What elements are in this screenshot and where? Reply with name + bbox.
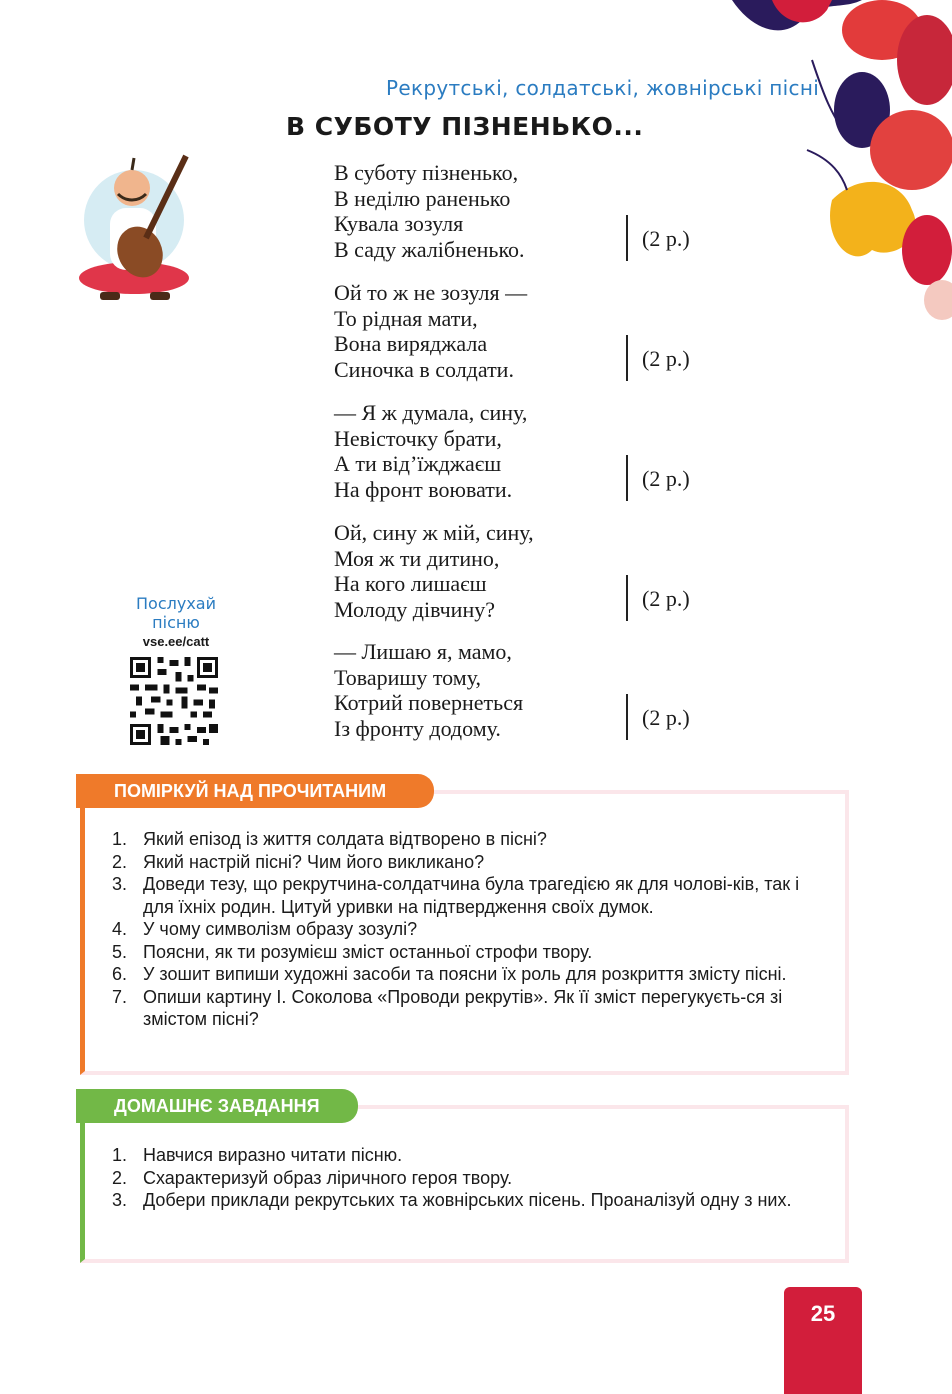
item-number: 7. (112, 986, 128, 1007)
item-text: Доведи тезу, що рекрутчина-солдатчина була трагедією як для чолові-ків, так і для їхніх родин. Цитуй уривки на підтвердження своїх думок. (143, 874, 800, 917)
listen-label: Послухай (136, 594, 216, 613)
list-item (112, 828, 812, 851)
repeat-mark: (2 р.) (626, 694, 690, 740)
stanza-line: На кого лишаєш (334, 571, 487, 596)
stanza-line: Невісточку брати, (334, 425, 502, 451)
stanza-line: Молоду дівчину? (334, 596, 495, 622)
page-number: 25 (784, 1287, 862, 1394)
stanza-line: — Лишаю я, мамо, (334, 639, 512, 664)
stanza-line: Товаришу тому, (334, 664, 481, 690)
repeat-mark: (2 р.) (626, 215, 690, 261)
stanza-line: А ти від’їжджаєш (334, 451, 502, 476)
item-text: Який епізод із життя солдата відтворено в пісні? (143, 829, 547, 849)
item-number: 1. (112, 829, 128, 849)
list-item (112, 1144, 812, 1167)
repeat-mark: (2 р.) (626, 575, 690, 621)
stanza-line: В суботу пізненько, (334, 160, 519, 185)
item-text: Опиши картину І. Соколова «Проводи рекрутів». Як її зміст перегукуєть-ся зі змістом пісні? (143, 986, 783, 1029)
list-item (112, 963, 812, 986)
reflect-list (112, 828, 812, 1031)
item-number: 2. (112, 851, 128, 872)
list-item (112, 851, 812, 874)
listen-url[interactable]: vse.ee/catt (142, 634, 210, 649)
stanza-line: То рідная мати, (334, 305, 478, 331)
stanza-line: Синочка в солдати. (334, 356, 514, 382)
stanza-line: Моя ж ти дитино, (334, 545, 500, 571)
listen-block (126, 594, 226, 649)
repeat-mark: (2 р.) (626, 455, 690, 501)
repeat-mark: (2 р.) (626, 335, 690, 381)
item-number: 2. (112, 1167, 128, 1188)
item-number: 3. (112, 1190, 128, 1210)
song-title: В СУБОТУ ПІЗНЕНЬКО... (286, 112, 644, 141)
item-number: 3. (112, 874, 128, 894)
floral-decoration (712, 0, 952, 320)
section-title: Рекрутські, солдатські, жовнірські пісні (386, 76, 820, 100)
item-text: Добери приклади рекрутських та жовнірських пісень. Проаналізуй одну з них. (143, 1190, 792, 1210)
item-text: Схарактеризуй образ ліричного героя твору. (143, 1167, 513, 1188)
listen-label-2: пісню (152, 613, 200, 632)
item-number: 1. (112, 1145, 128, 1165)
bandura-player-illustration (76, 150, 194, 302)
stanza-line: В саду жалібненько. (334, 236, 525, 262)
list-item (112, 1167, 812, 1190)
stanza-line: Ой то ж не зозуля — (334, 280, 528, 305)
stanza-line: В неділю раненько (334, 185, 511, 211)
list-item (112, 986, 812, 1031)
stanza-line: На фронт воювати. (334, 476, 513, 502)
item-text: Поясни, як ти розумієш зміст останньої строфи твору. (143, 941, 593, 962)
stanza-line: Із фронту додому. (334, 715, 501, 741)
item-text: У зошит випиши художні засоби та поясни їх роль для розкриття змісту пісні. (143, 964, 787, 984)
homework-list (112, 1144, 812, 1212)
item-text: Навчися виразно читати пісню. (143, 1145, 403, 1165)
qr-code-icon[interactable] (130, 657, 218, 745)
item-text: У чому символізм образу зозулі? (143, 919, 418, 939)
item-number: 5. (112, 941, 128, 962)
list-item (112, 1189, 812, 1212)
list-item (112, 941, 812, 964)
reflect-heading: ПОМІРКУЙ НАД ПРОЧИТАНИМ (76, 774, 434, 808)
homework-heading: ДОМАШНЄ ЗАВДАННЯ (76, 1089, 358, 1123)
stanza-line: Котрий повернеться (334, 690, 524, 715)
item-text: Який настрій пісні? Чим його викликано? (143, 851, 485, 872)
item-number: 6. (112, 964, 128, 984)
list-item (112, 873, 812, 918)
stanza-line: Ой, сину ж мій, сину, (334, 520, 534, 545)
item-number: 4. (112, 919, 128, 939)
list-item (112, 918, 812, 941)
stanza-line: Вона виряджала (334, 331, 488, 356)
stanza-line: Кувала зозуля (334, 211, 464, 236)
stanza-line: — Я ж думала, сину, (334, 400, 528, 425)
